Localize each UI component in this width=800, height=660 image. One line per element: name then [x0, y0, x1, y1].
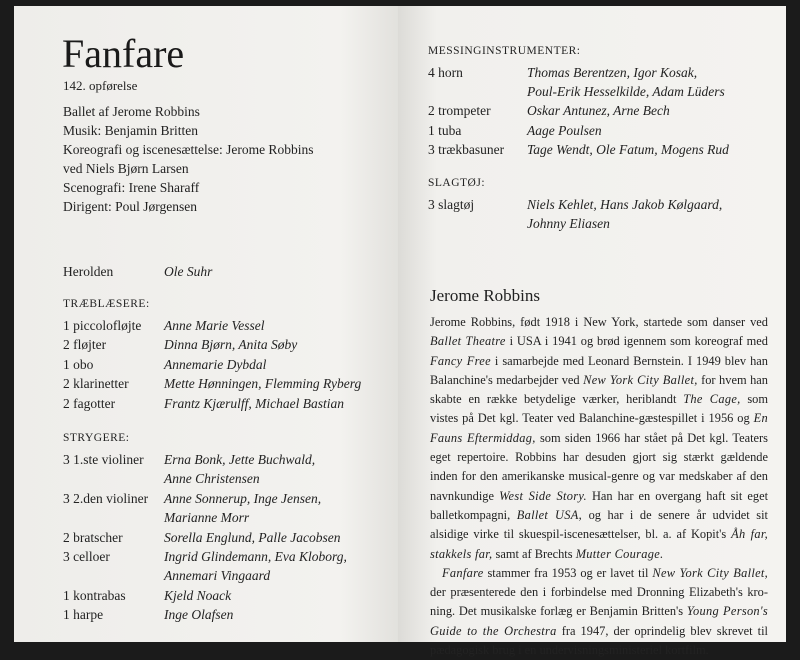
italic-title: The Cage,: [683, 392, 741, 407]
italic-title: En Fauns Eftermiddag,: [430, 411, 768, 445]
italic-title: Ballet Theatre: [430, 334, 506, 349]
instrument-label: 1 kontrabas: [63, 587, 126, 603]
italic-title: Young Person's Guide to the Orchestra: [430, 604, 769, 638]
bio-text-segment: fra 1947, der oprindelig blev skrevet til pædagogisk brug i en undervisningsministeriel kortfilm.: [430, 623, 768, 658]
bio-text-segment: stammer fra 1953 og er lavet til: [483, 565, 653, 580]
bio-text-segment: som vistes på Det kgl. Teater ved Balanchine-gæstespillet i 1956 og: [430, 392, 768, 426]
instrument-label: 2 bratscher: [63, 529, 123, 545]
credit-line: Musik: Benjamin Britten: [63, 123, 198, 138]
musician-names: Marianne Morr: [164, 510, 250, 526]
performance-number: 142. opførelse: [63, 78, 138, 93]
instrument-label: 3 trækbasuner: [428, 141, 505, 157]
brass-heading: MESSINGINSTRUMENTER:: [428, 45, 581, 57]
italic-title: Fancy Free: [430, 353, 491, 368]
role-name: Ole Suhr: [164, 264, 213, 279]
italic-title: Ballet USA,: [516, 507, 583, 522]
credit-line: Koreografi og iscenesættelse: Jerome Robbins: [63, 142, 314, 157]
instrument-label: 3 slagtøj: [428, 197, 475, 212]
instrument-label: 4 horn: [428, 65, 463, 80]
musician-names: Mette Hønningen, Flemming Ryberg: [164, 376, 362, 392]
musician-names: Inge Olafsen: [164, 607, 234, 623]
musician-names: Thomas Berentzen, Igor Kosak,: [527, 65, 698, 80]
instrument-label: 1 obo: [63, 356, 94, 372]
bio-text-segment: Jerome Robbins, født 1918 i New York, startede som danser ved: [430, 315, 768, 329]
musician-names: Annemari Vingaard: [164, 568, 271, 584]
italic-title: Fanfare: [442, 565, 484, 580]
credit-line: ved Niels Bjørn Larsen: [63, 161, 189, 176]
italic-title: New York City Ballet,: [583, 372, 698, 387]
musician-names: Anne Sonnerup, Inge Jensen,: [164, 490, 322, 506]
bio-text-segment: Han har en overgang haft sit eget balletkompagni,: [430, 488, 769, 522]
instrument-label: 3 2.den violiner: [63, 490, 149, 506]
musician-names: Sorella Englund, Palle Jacobsen: [164, 529, 341, 545]
instrument-label: 3 1.ste violiner: [63, 452, 144, 467]
strings-heading: STRYGERE:: [63, 432, 130, 444]
musician-names: Frantz Kjærulff, Michael Bastian: [164, 395, 345, 411]
bio-paragraph: [430, 564, 768, 660]
percussion-heading: SLAGTØJ:: [428, 177, 486, 189]
role-label: Herolden: [63, 264, 114, 279]
bio-paragraph: [430, 313, 768, 564]
instrument-label: 1 piccolofløjte: [63, 318, 142, 333]
credit-line: Ballet af Jerome Robbins: [63, 104, 200, 119]
italic-title: Åh far, stakkels far,: [430, 527, 768, 561]
musician-names: Erna Bonk, Jette Buchwald,: [164, 452, 316, 467]
right-page: [398, 6, 786, 658]
musician-names: Anne Christensen: [164, 471, 260, 487]
musician-names: Oskar Antunez, Arne Bech: [527, 103, 670, 119]
italic-title: Mutter Courage.: [575, 546, 664, 561]
musician-names: Poul-Erik Hesselkilde, Adam Lüders: [527, 84, 725, 100]
bio-text: [430, 313, 768, 660]
credit-line: Scenografi: Irene Sharaff: [63, 180, 200, 195]
instrument-label: 2 trompeter: [428, 103, 491, 119]
musician-names: Kjeld Noack: [164, 587, 232, 603]
bio-text-segment: for hvem han skabte en række betydelige værker, heriblandt: [430, 372, 768, 407]
musician-names: Anne Marie Vessel: [164, 318, 265, 333]
bio-text-segment: i samarbejde med Leonard Bernstein. I 1949 blev han Balanchine's medarbejder ved: [430, 353, 768, 387]
italic-title: New York City Ballet,: [652, 565, 769, 580]
musician-names: Johnny Eliasen: [527, 216, 610, 232]
musician-names: Ingrid Glindemann, Eva Kloborg,: [164, 549, 347, 564]
instrument-label: 3 celloer: [63, 549, 110, 564]
bio-text-segment: i USA i 1941 og brød igennem som koreograf med: [505, 334, 768, 349]
musician-names: Dinna Bjørn, Anita Søby: [164, 337, 298, 353]
instrument-label: 1 tuba: [428, 122, 462, 138]
bio-text-segment: og har i de senere år udvidet sit alsidige virke til skuespil-iscenesættelser, bl. a. af Kopit's: [430, 507, 768, 542]
italic-title: West Side Story.: [499, 488, 587, 503]
instrument-label: 2 fløjter: [63, 337, 107, 353]
bio-text-segment: der præsenterede den i forbindelse med Dronning Elizabeth's kroning. Det musikalske forlæg er Benjamin Britten's: [430, 585, 768, 619]
instrument-label: 1 harpe: [63, 607, 104, 623]
woodwinds-heading: TRÆBLÆSERE:: [63, 298, 150, 310]
credit-line: Dirigent: Poul Jørgensen: [63, 199, 197, 214]
left-page: [14, 6, 398, 642]
musician-names: Tage Wendt, Ole Fatum, Mogens Rud: [527, 141, 729, 157]
musician-names: Aage Poulsen: [527, 122, 602, 138]
bio-text-segment: samt af Brechts: [492, 546, 576, 561]
bio-text-segment: som siden 1966 har stået på Det kgl. Teaters eget repertoire. Robbins har desuden gjort sig stærkt gældende inden for den amerikanske musical-genre og var medskaber af den navnkundige: [430, 430, 768, 503]
ballet-title: Fanfare: [62, 31, 185, 76]
bio-heading: Jerome Robbins: [430, 286, 541, 305]
musician-names: Annemarie Dybdal: [164, 356, 267, 372]
musician-names: Niels Kehlet, Hans Jakob Kølgaard,: [527, 197, 723, 212]
instrument-label: 2 fagotter: [63, 395, 116, 411]
instrument-label: 2 klarinetter: [63, 376, 129, 392]
